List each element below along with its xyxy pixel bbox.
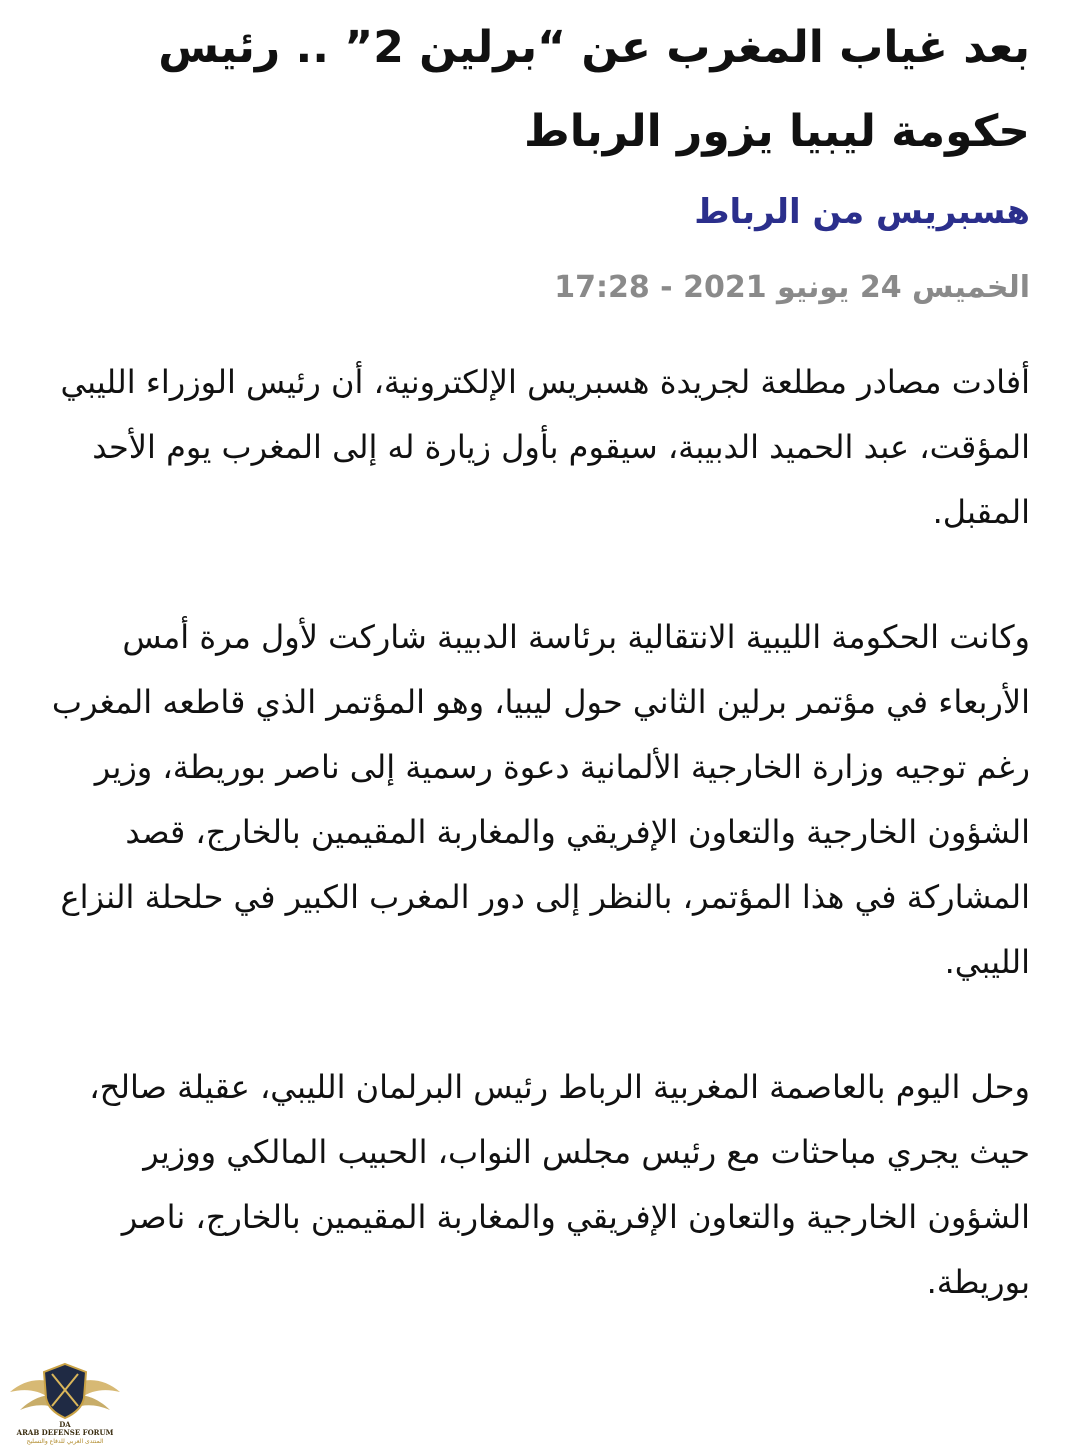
article-paragraph-2: وكانت الحكومة الليبية الانتقالية برئاسة الدبيبة شاركت لأول مرة أمس الأربعاء في مؤتمر برلين الثاني حول ليبيا، وهو المؤتمر الذي قاطعه المغرب رغم توجيه وزارة الخارجية الألمانية دعوة رسمية إلى ناصر بوريطة، وزير الشؤون الخارجية والتعاون الإفريقي والمغاربة المقيمين بالخارج، قصد المشاركة في هذا المؤتمر، بالنظر إلى دور المغرب الكبير في حلحلة النزاع الليبي.: [51, 618, 1030, 981]
watermark-logo: [6, 1358, 124, 1446]
article-paragraph-1: أفادت مصادر مطلعة لجريدة هسبريس الإلكترونية، أن رئيس الوزراء الليبي المؤقت، عبد الحميد الدبيبة، سيقوم بأول زيارة له إلى المغرب يوم الأحد المقبل.: [60, 363, 1030, 531]
article: [40, 0, 1030, 1375]
article-headline: بعد غياب المغرب عن “برلين 2” .. رئيس حكومة ليبيا يزور الرباط: [158, 22, 1030, 157]
watermark-monogram: DA: [59, 1420, 71, 1429]
article-paragraph-3: وحل اليوم بالعاصمة المغربية الرباط رئيس البرلمان الليبي، عقيلة صالح، حيث يجري مباحثات مع رئيس مجلس النواب، الحبيب المالكي ووزير الشؤون الخارجية والتعاون الإفريقي والمغاربة المقيمين بالخارج، ناصر بوريطة.: [89, 1068, 1030, 1301]
article-dateline: الخميس 24 يونيو 2021 - 17:28: [554, 270, 1030, 305]
article-body: [40, 350, 1030, 1315]
watermark-name-ar: المنتدى العربي للدفاع والتسليح: [26, 1438, 104, 1445]
shield-wings-icon: [6, 1358, 124, 1446]
watermark-name-en: ARAB DEFENSE FORUM: [16, 1428, 114, 1437]
article-byline[interactable]: هسبريس من الرباط: [694, 192, 1030, 232]
